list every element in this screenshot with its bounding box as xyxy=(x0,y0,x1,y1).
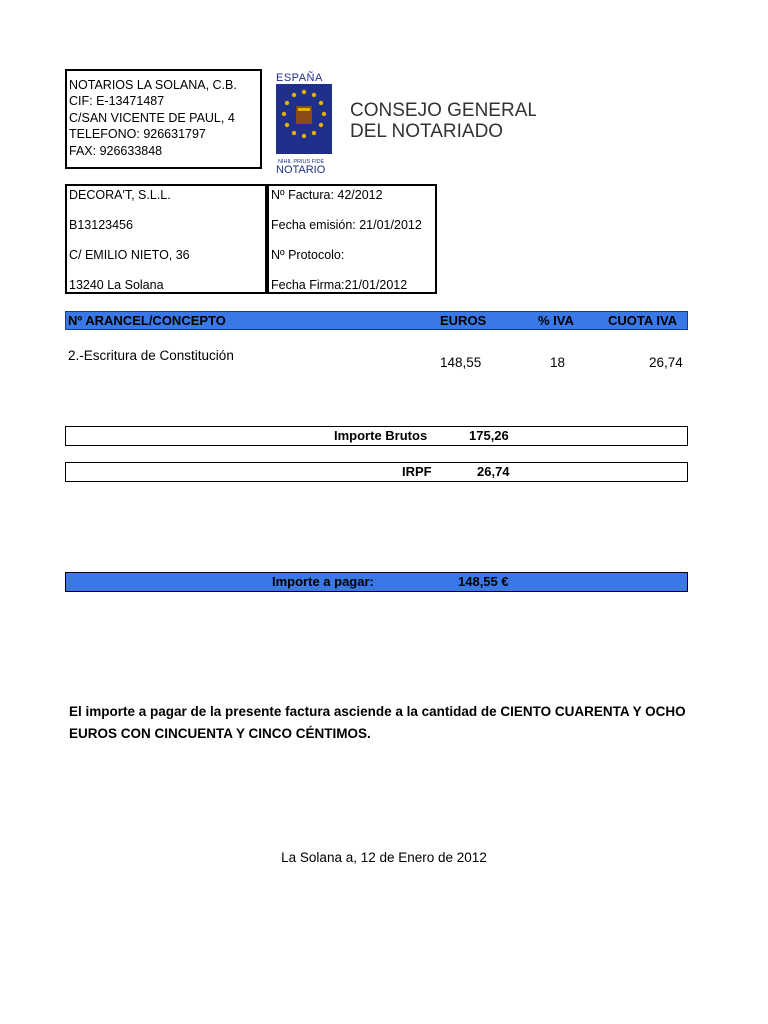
irpf-label: IRPF xyxy=(402,464,432,479)
gross-total-box xyxy=(65,426,688,446)
logo-motto-text: NIHIL PRIUS FIDE xyxy=(278,159,325,165)
notary-info-box xyxy=(65,69,262,169)
invoice-info-box xyxy=(267,184,437,294)
header-concept: Nº ARANCEL/CONCEPTO xyxy=(68,313,226,328)
notariado-logo xyxy=(268,70,536,174)
notary-cif: CIF: E-13471487 xyxy=(69,94,165,109)
amount-to-pay-bar xyxy=(65,572,688,592)
client-cif: B13123456 xyxy=(69,218,133,232)
client-address: C/ EMILIO NIETO, 36 xyxy=(69,248,190,262)
pay-label: Importe a pagar: xyxy=(272,574,374,589)
logo-org-line1: CONSEJO GENERAL xyxy=(350,100,536,121)
notary-fax: FAX: 926633848 xyxy=(69,143,163,158)
logo-label-text: NOTARIO xyxy=(276,164,326,174)
gross-value: 175,26 xyxy=(469,428,509,443)
invoice-issue-date: Fecha emisión: 21/01/2012 xyxy=(271,218,422,232)
irpf-value: 26,74 xyxy=(477,464,510,479)
amount-in-words: El importe a pagar de la presente factura asciende a la cantidad de CIENTO CUARENTA Y OCHO EUROS CON CINCUENTA Y CINCO CÉNTIMOS. xyxy=(69,704,686,741)
row-cuota: 26,74 xyxy=(649,355,683,370)
irpf-box xyxy=(65,462,688,482)
invoice-protocol: Nº Protocolo: xyxy=(271,248,345,262)
header-euros: EUROS xyxy=(440,313,487,328)
client-city: 13240 La Solana xyxy=(69,278,164,292)
client-info-box xyxy=(65,184,267,294)
pay-value: 148,55 € xyxy=(458,574,509,589)
header-cuota: CUOTA IVA xyxy=(608,313,678,328)
logo-org-line2: DEL NOTARIADO xyxy=(350,121,504,142)
client-name: DECORA'T, S.L.L. xyxy=(69,188,171,202)
notary-name: NOTARIOS LA SOLANA, C.B. xyxy=(69,78,237,92)
row-concept: 2.-Escritura de Constitución xyxy=(68,348,234,363)
logo-country-text: ESPAÑA xyxy=(276,72,323,84)
invoice-number: Nº Factura: 42/2012 xyxy=(271,188,383,202)
row-euros: 148,55 xyxy=(440,355,482,370)
notary-address: C/SAN VICENTE DE PAUL, 4 xyxy=(69,110,235,125)
row-iva: 18 xyxy=(550,355,566,370)
place-date: La Solana a, 12 de Enero de 2012 xyxy=(281,850,487,865)
gross-label: Importe Brutos xyxy=(334,428,428,443)
invoice-sign-date: Fecha Firma:21/01/2012 xyxy=(271,278,408,292)
header-iva: % IVA xyxy=(538,313,574,328)
notariado-logo-graphic xyxy=(268,70,536,174)
concept-table-header xyxy=(65,311,688,330)
notary-phone: TELEFONO: 926631797 xyxy=(69,127,206,142)
